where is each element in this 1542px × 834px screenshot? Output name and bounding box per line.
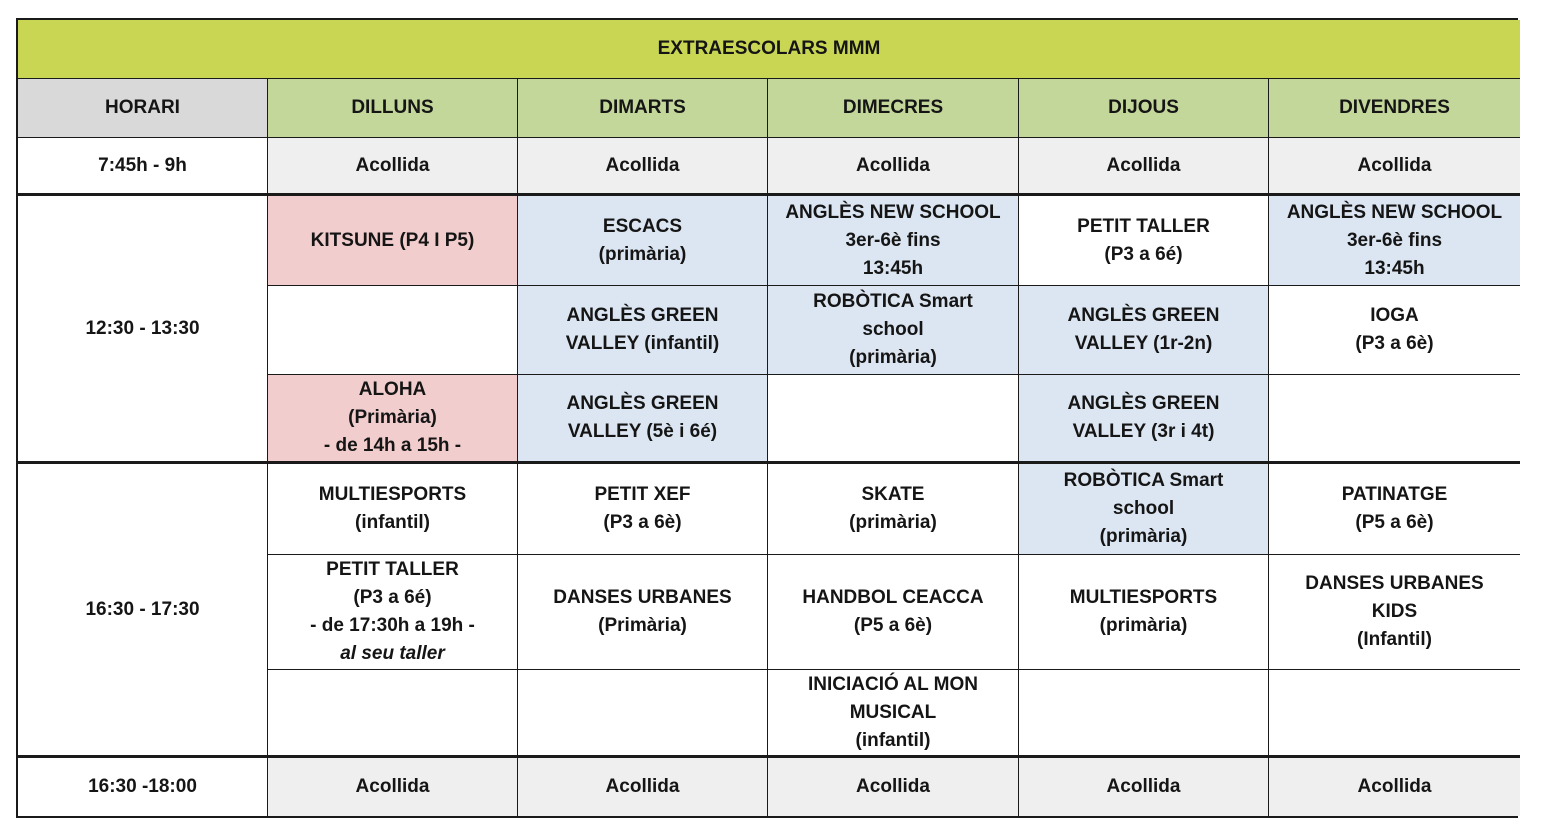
activity-cell	[768, 670, 1019, 758]
empty-cell	[268, 670, 518, 758]
activity-text: PETIT TALLER (P3 a 6é) - de 17:30h a 19h -	[310, 559, 475, 636]
activity-cell	[1019, 286, 1269, 375]
activity-text: PETIT XEF (P3 a 6è)	[594, 484, 691, 533]
activity-cell	[518, 375, 768, 464]
acollida-text: Acollida	[856, 154, 930, 176]
acollida-text: Acollida	[1357, 776, 1432, 797]
header-horari-text: HORARI	[105, 97, 180, 118]
header-dijous	[1019, 79, 1269, 138]
time-morning-text: 7:45h - 9h	[98, 154, 187, 176]
header-horari	[18, 79, 268, 138]
header-dimecres-text: DIMECRES	[842, 97, 944, 118]
acollida-cell	[768, 138, 1019, 196]
schedule-table	[16, 18, 1518, 818]
activity-cell	[268, 196, 518, 286]
activity-text: ANGLÈS GREEN VALLEY (5è i 6é)	[566, 393, 719, 442]
activity-text: DANSES URBANES KIDS (Infantil)	[1305, 573, 1484, 650]
activity-text: ANGLÈS NEW SCHOOL 3er-6è fins 13:45h	[1286, 201, 1503, 279]
activity-cell	[1019, 555, 1269, 670]
acollida-cell	[1269, 138, 1520, 196]
activity-cell	[1019, 196, 1269, 286]
empty-cell	[768, 375, 1019, 464]
acollida-text: Acollida	[1106, 154, 1181, 176]
time-midday-text: 12:30 - 13:30	[85, 317, 200, 339]
activity-cell	[768, 196, 1019, 286]
header-dimecres	[768, 79, 1019, 138]
activity-cell	[1269, 196, 1520, 286]
acollida-text: Acollida	[355, 154, 430, 176]
activity-text: MULTIESPORTS (primària)	[1069, 587, 1218, 636]
activity-cell	[768, 555, 1019, 670]
empty-cell	[1269, 375, 1520, 464]
activity-text: INICIACIÓ AL MON MUSICAL (infantil)	[808, 673, 978, 751]
acollida-cell	[1019, 138, 1269, 196]
header-dilluns	[268, 79, 518, 138]
activity-text: ROBÒTICA Smart school (primària)	[813, 291, 973, 368]
activity-text: ROBÒTICA Smart school (primària)	[1063, 470, 1224, 547]
time-afternoon-text: 16:30 - 17:30	[85, 598, 200, 620]
acollida-text: Acollida	[605, 776, 680, 797]
activity-note: al seu taller	[340, 643, 445, 664]
table-title	[18, 20, 1520, 79]
time-evening-text: 16:30 -18:00	[88, 776, 197, 797]
activity-cell	[518, 286, 768, 375]
header-dimarts	[518, 79, 768, 138]
activity-text: PATINATGE (P5 a 6è)	[1341, 484, 1448, 533]
acollida-cell	[768, 758, 1019, 816]
activity-text: DANSES URBANES (Primària)	[553, 587, 732, 636]
activity-cell	[268, 375, 518, 464]
acollida-cell	[268, 138, 518, 196]
empty-cell	[1019, 670, 1269, 758]
activity-text: HANDBOL CEACCA (P5 a 6è)	[802, 587, 984, 636]
activity-text: ESCACS (primària)	[598, 215, 687, 265]
time-cell-afternoon	[18, 464, 268, 758]
activity-text: IOGA (P3 a 6è)	[1355, 305, 1434, 354]
acollida-cell	[268, 758, 518, 816]
activity-cell	[518, 196, 768, 286]
header-dilluns-text: DILLUNS	[351, 97, 434, 118]
activity-cell	[1269, 286, 1520, 375]
acollida-text: Acollida	[1106, 776, 1181, 797]
activity-text: ANGLÈS GREEN VALLEY (infantil)	[565, 305, 720, 354]
acollida-cell	[518, 138, 768, 196]
time-cell-morning	[18, 138, 268, 196]
activity-text: ALOHA (Primària) - de 14h a 15h -	[323, 379, 462, 456]
activity-text: KITSUNE (P4 I P5)	[310, 229, 475, 251]
acollida-cell	[1019, 758, 1269, 816]
activity-cell	[518, 464, 768, 555]
activity-text: ANGLÈS NEW SCHOOL 3er-6è fins 13:45h	[785, 201, 1001, 279]
acollida-text: Acollida	[1357, 154, 1432, 176]
acollida-text: Acollida	[355, 776, 430, 797]
header-dimarts-text: DIMARTS	[599, 97, 686, 118]
activity-text: MULTIESPORTS (infantil)	[318, 484, 467, 533]
header-divendres	[1269, 79, 1520, 138]
activity-cell	[768, 464, 1019, 555]
activity-cell	[268, 555, 518, 670]
time-cell-midday	[18, 196, 268, 464]
activity-text: PETIT TALLER (P3 a 6é)	[1077, 215, 1210, 265]
activity-cell	[1019, 464, 1269, 555]
activity-cell	[1019, 375, 1269, 464]
empty-cell	[268, 286, 518, 375]
acollida-cell	[518, 758, 768, 816]
activity-text: SKATE (primària)	[849, 484, 937, 533]
header-divendres-text: DIVENDRES	[1339, 97, 1450, 118]
acollida-text: Acollida	[856, 776, 930, 797]
activity-cell	[1269, 555, 1520, 670]
activity-text: ANGLÈS GREEN VALLEY (3r i 4t)	[1067, 393, 1220, 442]
activity-cell	[518, 555, 768, 670]
empty-cell	[518, 670, 768, 758]
acollida-cell	[1269, 758, 1520, 816]
time-cell-evening	[18, 758, 268, 816]
empty-cell	[1269, 670, 1520, 758]
table-title-text: EXTRAESCOLARS MMM	[657, 38, 881, 59]
activity-cell	[1269, 464, 1520, 555]
activity-text: ANGLÈS GREEN VALLEY (1r-2n)	[1067, 305, 1220, 354]
activity-cell	[768, 286, 1019, 375]
acollida-text: Acollida	[605, 154, 680, 176]
header-dijous-text: DIJOUS	[1108, 97, 1179, 118]
activity-cell	[268, 464, 518, 555]
